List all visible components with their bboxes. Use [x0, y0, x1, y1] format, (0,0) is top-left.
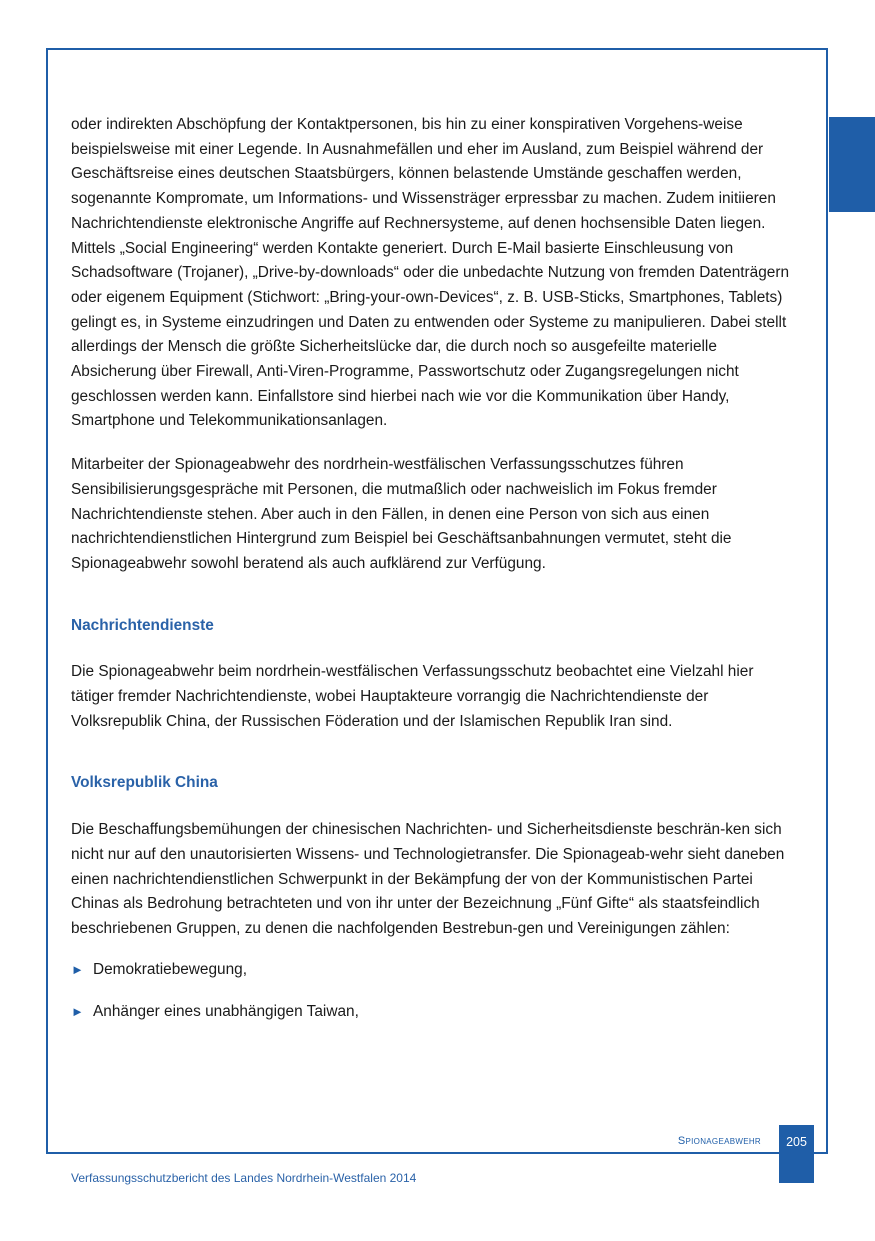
list-item-text: Demokratiebewegung,: [93, 960, 247, 978]
paragraph-3: Die Spionageabwehr beim nordrhein-westfälischen Verfassungsschutz beobachtet eine Vielzahl hier tätiger fremder Nachrichtendienste, wobei Hauptakteure vorrangig die Nachrichtendienste der Volksrepublik China, der Russischen Föderation und der Islamischen Republik Iran sind.: [71, 663, 754, 730]
triangle-bullet-icon: ►: [71, 961, 84, 977]
footer-section-label: Spionageabwehr: [677, 1135, 761, 1147]
document-body: [71, 113, 791, 1025]
chapter-tab-marker: [829, 117, 875, 212]
paragraph-1: oder indirekten Abschöpfung der Kontaktpersonen, bis hin zu einer konspirativen Vorgehens-weise beispielsweise mit einer Legende. In Ausnahmefällen und eher im Ausland, zum Beispiel während der Geschäftsreise eines deutschen Staatsbürgers, können belastende Umstände geschaffen werden, sogenannte Kompromate, um Informations- und Wissensträger erpressbar zu machen. Zudem initiieren Nachrichtendienste elektronische Angriffe auf Rechnersysteme, auf denen hochsensible Daten liegen. Mittels „Social Engineering“ werden Kontakte generiert. Durch E-Mail basierte Einschleusung von Schadsoftware (Trojaner), „Drive-by-downloads“ oder die unbedachte Nutzung von fremden Datenträgern oder eigenem Equipment (Stichwort: „Bring-your-own-Devices“, z. B. USB-Sticks, Smartphones, Tablets) gelingt es, in Systeme einzudringen und Daten zu entwenden oder Systeme zu manipulieren. Dabei stellt allerdings der Mensch die größte Sicherheitslücke dar, die durch noch so ausgefeilte materielle Absicherung über Firewall, Anti-Viren-Programme, Passwortschutz oder Zugangsregelungen nicht geschlossen werden kann. Einfallstore sind hierbei nach wie vor die Kommunikation über Handy, Smartphone und Telekommunikationsanlagen.: [71, 116, 790, 430]
paragraph-4: Die Beschaffungsbemühungen der chinesischen Nachrichten- und Sicherheitsdienste beschrän-ken sich nicht nur auf den unautorisierten Wissens- und Technologietransfer. Die Spionageab-wehr sieht daneben einen nachrichtendienstlichen Schwerpunkt in der Bekämpfung der von der Kommunistischen Partei Chinas als Bedrohung betrachteten und von ihr unter der Bezeichnung „Fünf Gifte“ als staatsfeindlich beschriebenen Gruppen, zu denen die nachfolgenden Bestrebun-gen und Vereinigungen zählen:: [71, 821, 785, 937]
heading-volksrepublik-china: Volksrepublik China: [71, 774, 218, 792]
paragraph-2: Mitarbeiter der Spionageabwehr des nordrhein-westfälischen Verfassungsschutzes führen Sensibilisierungsgespräche mit Personen, die mutmaßlich oder nachweislich im Fokus fremder Nachrichtendienste stehen. Aber auch in den Fällen, in denen eine Person von sich aus einen nachrichtendienstlichen Hintergrund zum Beispiel bei Geschäftsanbahnungen vermutet, steht die Spionageabwehr sowohl beratend als auch aufklärend zur Verfügung.: [71, 456, 732, 572]
list-item: [71, 958, 791, 983]
list-item-text: Anhänger eines unabhängigen Taiwan,: [93, 1003, 359, 1021]
triangle-bullet-icon: ►: [71, 1004, 84, 1020]
list-item: [71, 1000, 791, 1025]
heading-nachrichtendienste: Nachrichtendienste: [71, 616, 214, 634]
footer-publication-title: Verfassungsschutzbericht des Landes Nordrhein-Westfalen 2014: [71, 1171, 417, 1185]
page-number: 205: [779, 1125, 814, 1183]
